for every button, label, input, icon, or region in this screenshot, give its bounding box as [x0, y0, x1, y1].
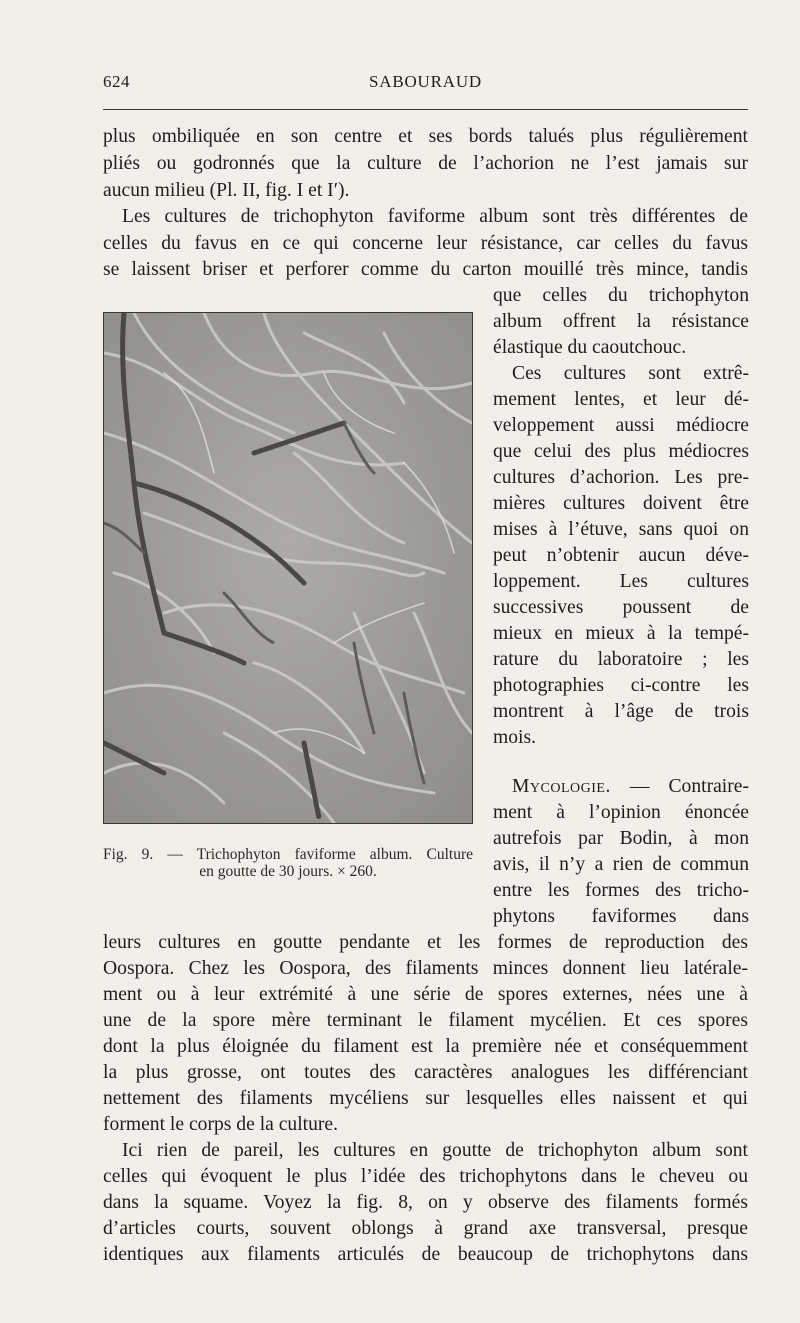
- text-line: avis, il n’y a rien de commun: [493, 854, 749, 875]
- text-line: élastique du caoutchouc.: [493, 337, 687, 358]
- text-line: successives poussent de: [493, 597, 749, 618]
- text-line: rature du laboratoire ; les: [493, 649, 749, 670]
- running-title: SABOURAUD: [369, 72, 482, 91]
- text-line: que celles du trichophyton: [493, 285, 749, 306]
- micrograph-figure: [103, 312, 473, 824]
- text-line: montrent à l’âge de trois: [493, 701, 749, 722]
- page-header: [103, 72, 748, 100]
- text-line: Ici rien de pareil, les cultures en goutte de trichophyton album sont: [122, 1140, 748, 1161]
- text-line: Oospora. Chez les Oospora, des filaments minces donnent lieu latérale-: [103, 958, 748, 979]
- text-line: plus ombiliquée en son centre et ses bords talués plus régulièrement: [103, 126, 748, 147]
- text-line: identiques aux filaments articulés de beaucoup de trichophytons dans: [103, 1244, 748, 1265]
- text-line: photographies ci-contre les: [493, 675, 749, 696]
- text-line: dont la plus éloignée du filament est la première née et conséquemment: [103, 1036, 748, 1057]
- text-line: Ces cultures sont extrê-: [512, 363, 749, 384]
- text-line: la plus grosse, ont toutes des caractères analogues les différenciant: [103, 1062, 748, 1083]
- text-line: celles du favus en ce qui concerne leur résistance, car celles du favus: [103, 233, 748, 254]
- text-line: forment le corps de la culture.: [103, 1114, 339, 1135]
- micrograph-image: [104, 313, 472, 823]
- text-line: une de la spore mère terminant le filament mycélien. Et ces spores: [103, 1010, 748, 1031]
- text-line: nettement des filaments mycéliens sur lesquelles elles naissent et qui: [103, 1088, 748, 1109]
- text-line: ment à l’opinion énoncée: [493, 802, 749, 823]
- text-line: Les cultures de trichophyton faviforme album sont très différentes de: [122, 206, 748, 227]
- caption-line: en goutte de 30 jours. × 260.: [199, 863, 377, 880]
- text-line: se laissent briser et perforer comme du carton mouillé très mince, tandis: [103, 259, 748, 280]
- page-number: 624: [103, 72, 130, 91]
- text-line: autrefois par Bodin, à mon: [493, 828, 749, 849]
- text-line: veloppement aussi médiocre: [493, 415, 749, 436]
- figure-caption: [103, 846, 473, 880]
- text-line: d’articles courts, souvent oblongs à grand axe transversal, presque: [103, 1218, 748, 1239]
- header-rule: [103, 109, 748, 110]
- text-line: que celui des plus médiocres: [493, 441, 749, 462]
- text-line: peut n’obtenir aucun déve-: [493, 545, 749, 566]
- text-line: cultures d’achorion. Les pre-: [493, 467, 749, 488]
- text-line: mises à l’étuve, sans quoi on: [493, 519, 749, 540]
- text-line: mières cultures doivent être: [493, 493, 749, 514]
- text-line: ment ou à leur extrémité à une série de spores externes, nées une à: [103, 984, 748, 1005]
- text-line: aucun milieu (Pl. II, fig. I et I′).: [103, 180, 350, 201]
- section-label: Mycologie.: [512, 776, 611, 797]
- text-line: celles qui évoquent le plus l’idée des trichophytons dans le cheveu ou: [103, 1166, 748, 1187]
- text-line: mieux en mieux à la tempé-: [493, 623, 749, 644]
- text-line: leurs cultures en goutte pendante et les formes de reproduction des: [103, 932, 748, 953]
- text-line: pliés ou godronnés que la culture de l’achorion ne l’est jamais sur: [103, 153, 748, 174]
- text-line: entre les formes des tricho-: [493, 880, 749, 901]
- text-line: dans la squame. Voyez la fig. 8, on y observe des filaments formés: [103, 1192, 748, 1213]
- caption-line: Fig. 9. — Trichophyton faviforme album. Culture: [103, 846, 473, 863]
- text-line: album offrent la résistance: [493, 311, 749, 332]
- text-line: loppement. Les cultures: [493, 571, 749, 592]
- text-line: mois.: [493, 727, 537, 748]
- text-line-mycologie: Mycologie. — Contraire-: [512, 776, 749, 797]
- text-line: mement lentes, et leur dé-: [493, 389, 749, 410]
- text-line: phytons faviformes dans: [493, 906, 749, 927]
